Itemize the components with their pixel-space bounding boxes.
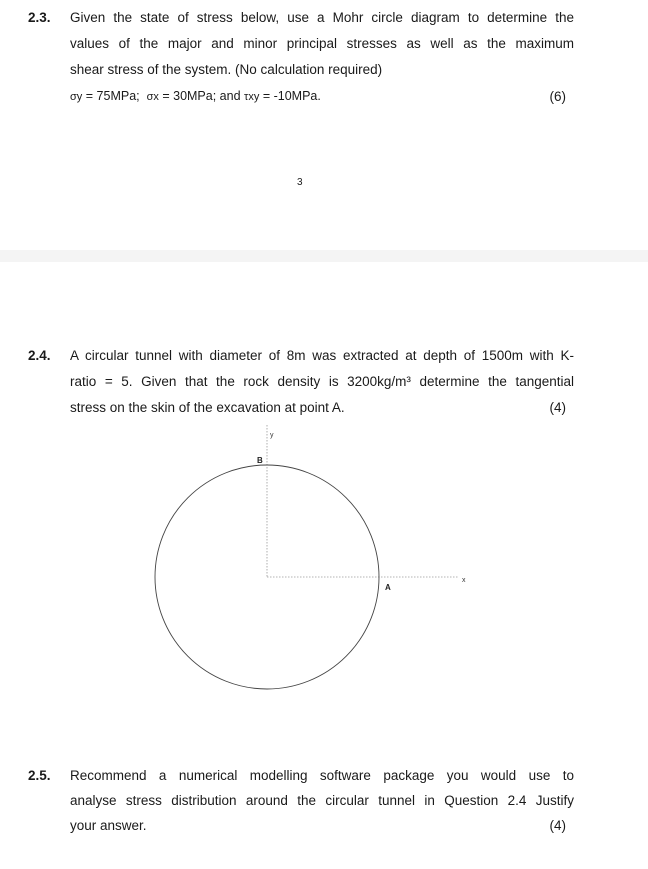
tau-xy-value: = -10MPa. [259, 89, 321, 103]
sigma-y-symbol: σy [70, 91, 83, 103]
point-b-label: B [257, 456, 263, 465]
q24-text-line-1: A circular tunnel with diameter of 8m was extracted at depth of 1500m with K- [70, 348, 574, 363]
tau-xy-symbol: τxy [244, 91, 260, 103]
q23-text-line-2: values of the major and minor principal stresses as well as the maximum [70, 36, 574, 51]
q24-marks: (4) [549, 400, 566, 415]
question-number-2-5: 2.5. [28, 768, 51, 783]
q25-text-line-2: analyse stress distribution around the circular tunnel in Question 2.4 Justify [70, 793, 574, 808]
q24-text-line-3: stress on the skin of the excavation at point A. [70, 400, 345, 415]
sigma-y-value: = 75MPa; [82, 89, 140, 103]
y-axis-label: y [270, 432, 274, 439]
point-a-label: A [385, 583, 391, 592]
question-number-2-3: 2.3. [28, 10, 51, 25]
page-number: 3 [297, 177, 303, 188]
question-number-2-4: 2.4. [28, 348, 51, 363]
sigma-x-symbol: σx [146, 91, 159, 103]
q25-text-line-1: Recommend a numerical modelling software package you would use to [70, 768, 574, 783]
q25-marks: (4) [549, 818, 566, 833]
q23-marks: (6) [549, 89, 566, 104]
q24-text-line-2: ratio = 5. Given that the rock density is 3200kg/m³ determine the tangential [70, 374, 574, 389]
q23-text-line-3: shear stress of the system. (No calculation required) [70, 62, 383, 77]
x-axis-label: x [462, 577, 466, 584]
q25-text-line-3: your answer. [70, 818, 147, 833]
q23-text-line-1: Given the state of stress below, use a Mohr circle diagram to determine the [70, 10, 574, 25]
sigma-x-value: = 30MPa; and [158, 89, 241, 103]
